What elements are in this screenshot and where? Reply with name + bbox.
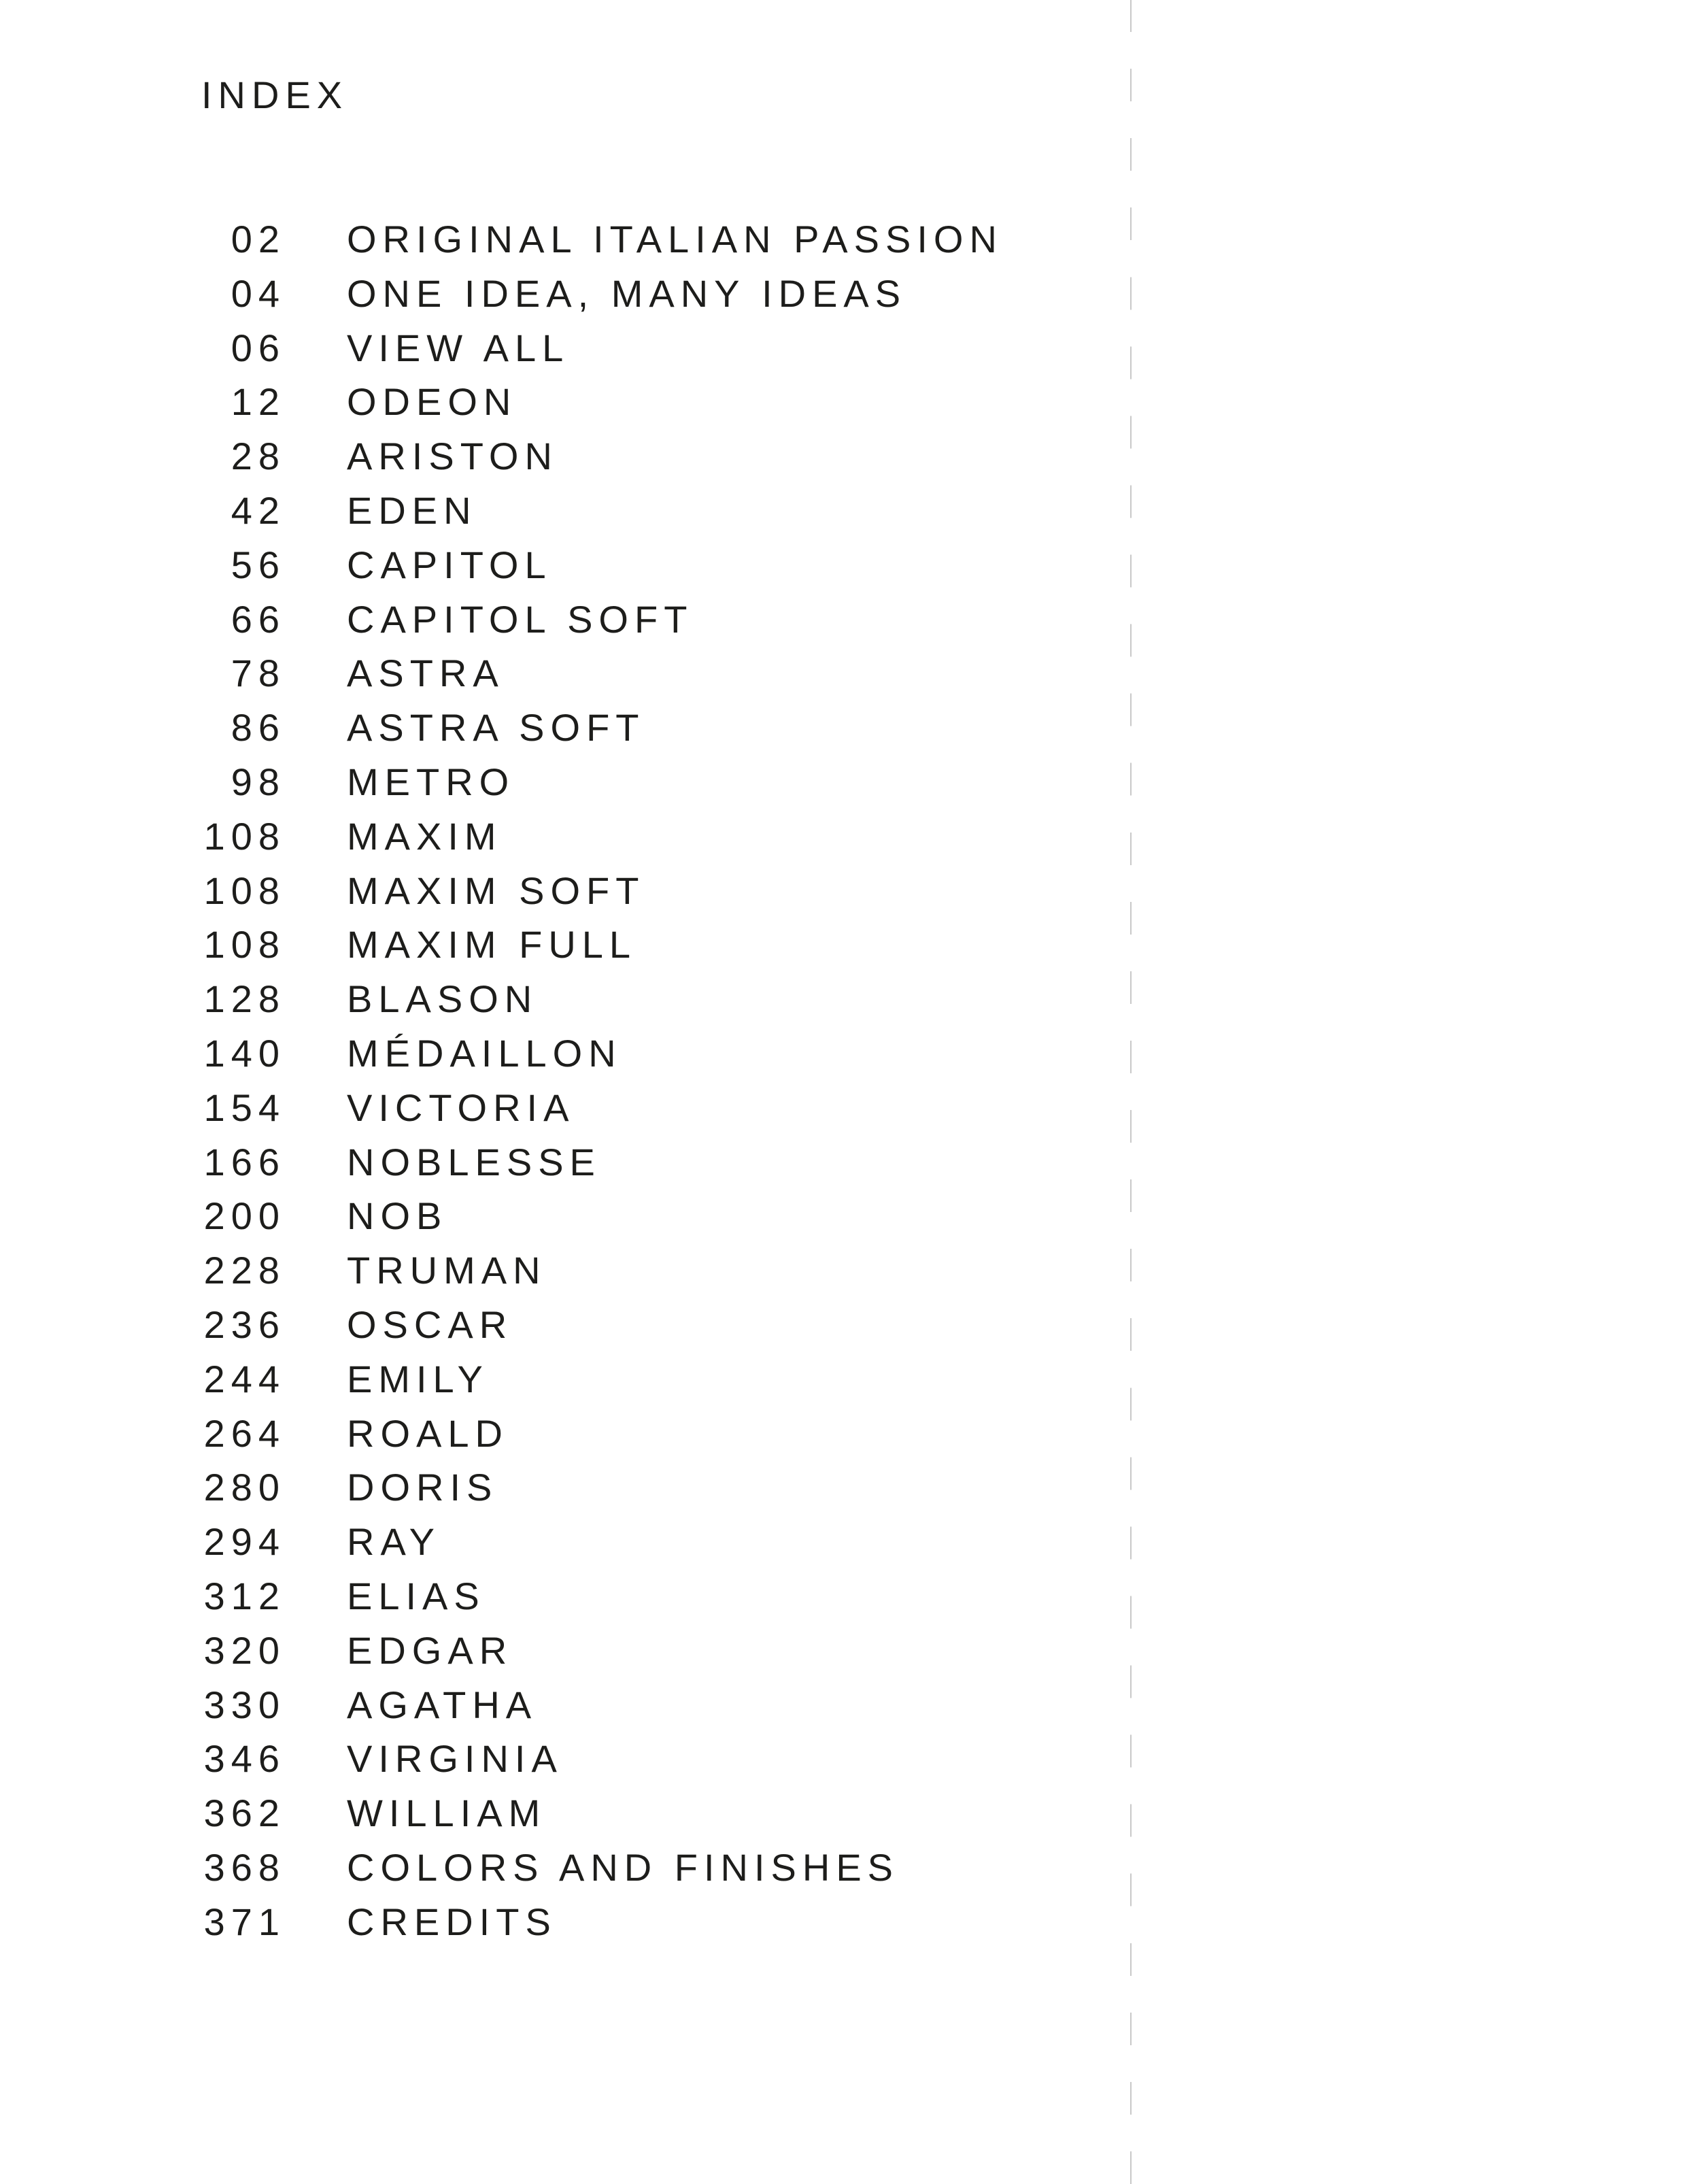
index-entry[interactable] (0, 1407, 1088, 1461)
index-entry[interactable] (0, 1135, 1088, 1190)
index-entry[interactable] (0, 1243, 1088, 1298)
index-entry-title: ASTRA SOFT (347, 706, 645, 750)
index-entry-page-number: 04 (231, 271, 286, 315)
index-entry[interactable] (0, 809, 1088, 864)
index-entry[interactable] (0, 1569, 1088, 1624)
index-entry-page-number: 312 (203, 1574, 286, 1617)
index-entry[interactable] (0, 1081, 1088, 1135)
index-entry-page-number: 78 (231, 652, 286, 695)
index-entry-title: ELIAS (347, 1574, 486, 1617)
index-entry[interactable] (0, 429, 1088, 484)
index-entry-page-number: 320 (203, 1628, 286, 1672)
index-entry[interactable] (0, 918, 1088, 972)
index-entry-title: RAY (347, 1520, 441, 1564)
index-entry-page-number: 86 (231, 706, 286, 750)
index-entry[interactable] (0, 375, 1088, 429)
index-entry-page-number: 244 (203, 1357, 286, 1400)
index-entry-page-number: 368 (203, 1845, 286, 1889)
index-entry-page-number: 200 (203, 1194, 286, 1238)
index-entry-page-number: 42 (231, 488, 286, 532)
index-entry-title: OSCAR (347, 1303, 513, 1346)
index-entry-title: METRO (347, 760, 515, 803)
index-entry[interactable] (0, 1515, 1088, 1569)
index-entry-page-number: 362 (203, 1792, 286, 1835)
index-entry-page-number: 66 (231, 597, 286, 641)
index-entry-page-number: 06 (231, 326, 286, 369)
index-entry-title: DORIS (347, 1466, 498, 1509)
index-entry[interactable] (0, 864, 1088, 918)
index-entry[interactable] (0, 212, 1088, 267)
index-entry-title: NOBLESSE (347, 1140, 601, 1183)
index-entry[interactable] (0, 1732, 1088, 1786)
page-title: INDEX (201, 73, 349, 116)
index-entry[interactable] (0, 1026, 1088, 1081)
index-entry-title: ROALD (347, 1411, 509, 1455)
index-entry-page-number: 154 (203, 1086, 286, 1129)
index-entry-page-number: 228 (203, 1249, 286, 1292)
index-entry-title: ORIGINAL ITALIAN PASSION (347, 218, 1003, 261)
index-entry-page-number: 108 (203, 814, 286, 858)
index-entry[interactable] (0, 972, 1088, 1026)
index-entry-title: CAPITOL SOFT (347, 597, 694, 641)
index-entry-title: VICTORIA (347, 1086, 575, 1129)
index-entry-title: CREDITS (347, 1900, 557, 1943)
index-entry-page-number: 12 (231, 380, 286, 424)
index-entry-page-number: 02 (231, 218, 286, 261)
index-entry-page-number: 264 (203, 1411, 286, 1455)
index-entry[interactable] (0, 755, 1088, 809)
index-entry-title: MAXIM FULL (347, 923, 637, 967)
index-entry[interactable] (0, 1298, 1088, 1352)
index-entry-title: AGATHA (347, 1683, 538, 1726)
index-entry-title: VIRGINIA (347, 1737, 563, 1781)
index-entry-page-number: 98 (231, 760, 286, 803)
index-entry-title: VIEW ALL (347, 326, 570, 369)
index-list (0, 212, 1088, 1949)
index-entry-title: ONE IDEA, MANY IDEAS (347, 271, 907, 315)
index-entry-page-number: 346 (203, 1737, 286, 1781)
index-entry[interactable] (0, 1189, 1088, 1243)
index-entry-title: WILLIAM (347, 1792, 547, 1835)
index-entry[interactable] (0, 1786, 1088, 1841)
index-entry-page-number: 128 (203, 977, 286, 1021)
index-entry-page-number: 236 (203, 1303, 286, 1346)
index-entry[interactable] (0, 1624, 1088, 1678)
index-entry-title: COLORS AND FINISHES (347, 1845, 900, 1889)
index-entry[interactable] (0, 701, 1088, 755)
index-entry-title: NOB (347, 1194, 448, 1238)
index-entry-page-number: 330 (203, 1683, 286, 1726)
index-entry[interactable] (0, 1841, 1088, 1895)
index-entry-title: CAPITOL (347, 543, 552, 586)
index-entry-title: MAXIM (347, 814, 503, 858)
index-entry-page-number: 280 (203, 1466, 286, 1509)
index-entry-title: EDEN (347, 488, 477, 532)
index-entry[interactable] (0, 484, 1088, 538)
index-entry[interactable] (0, 267, 1088, 321)
index-entry-title: EMILY (347, 1357, 489, 1400)
index-entry-title: MAXIM SOFT (347, 869, 645, 912)
index-entry[interactable] (0, 1460, 1088, 1515)
index-entry[interactable] (0, 646, 1088, 701)
index-entry-page-number: 108 (203, 869, 286, 912)
index-entry-title: TRUMAN (347, 1249, 547, 1292)
index-entry-page-number: 140 (203, 1031, 286, 1075)
index-entry-page-number: 294 (203, 1520, 286, 1564)
index-entry-page-number: 56 (231, 543, 286, 586)
index-entry[interactable] (0, 321, 1088, 375)
dashed-fold-line (1130, 0, 1132, 2184)
index-entry-page-number: 28 (231, 435, 286, 478)
index-entry[interactable] (0, 538, 1088, 592)
index-entry[interactable] (0, 592, 1088, 647)
index-entry-title: ASTRA (347, 652, 505, 695)
index-entry-title: MÉDAILLON (347, 1031, 622, 1075)
index-entry-title: EDGAR (347, 1628, 513, 1672)
index-entry[interactable] (0, 1895, 1088, 1949)
index-entry-page-number: 371 (203, 1900, 286, 1943)
index-entry-page-number: 108 (203, 923, 286, 967)
index-entry-title: ODEON (347, 380, 517, 424)
index-entry-title: BLASON (347, 977, 539, 1021)
index-entry-title: ARISTON (347, 435, 558, 478)
index-entry[interactable] (0, 1352, 1088, 1407)
index-entry[interactable] (0, 1678, 1088, 1732)
index-entry-page-number: 166 (203, 1140, 286, 1183)
